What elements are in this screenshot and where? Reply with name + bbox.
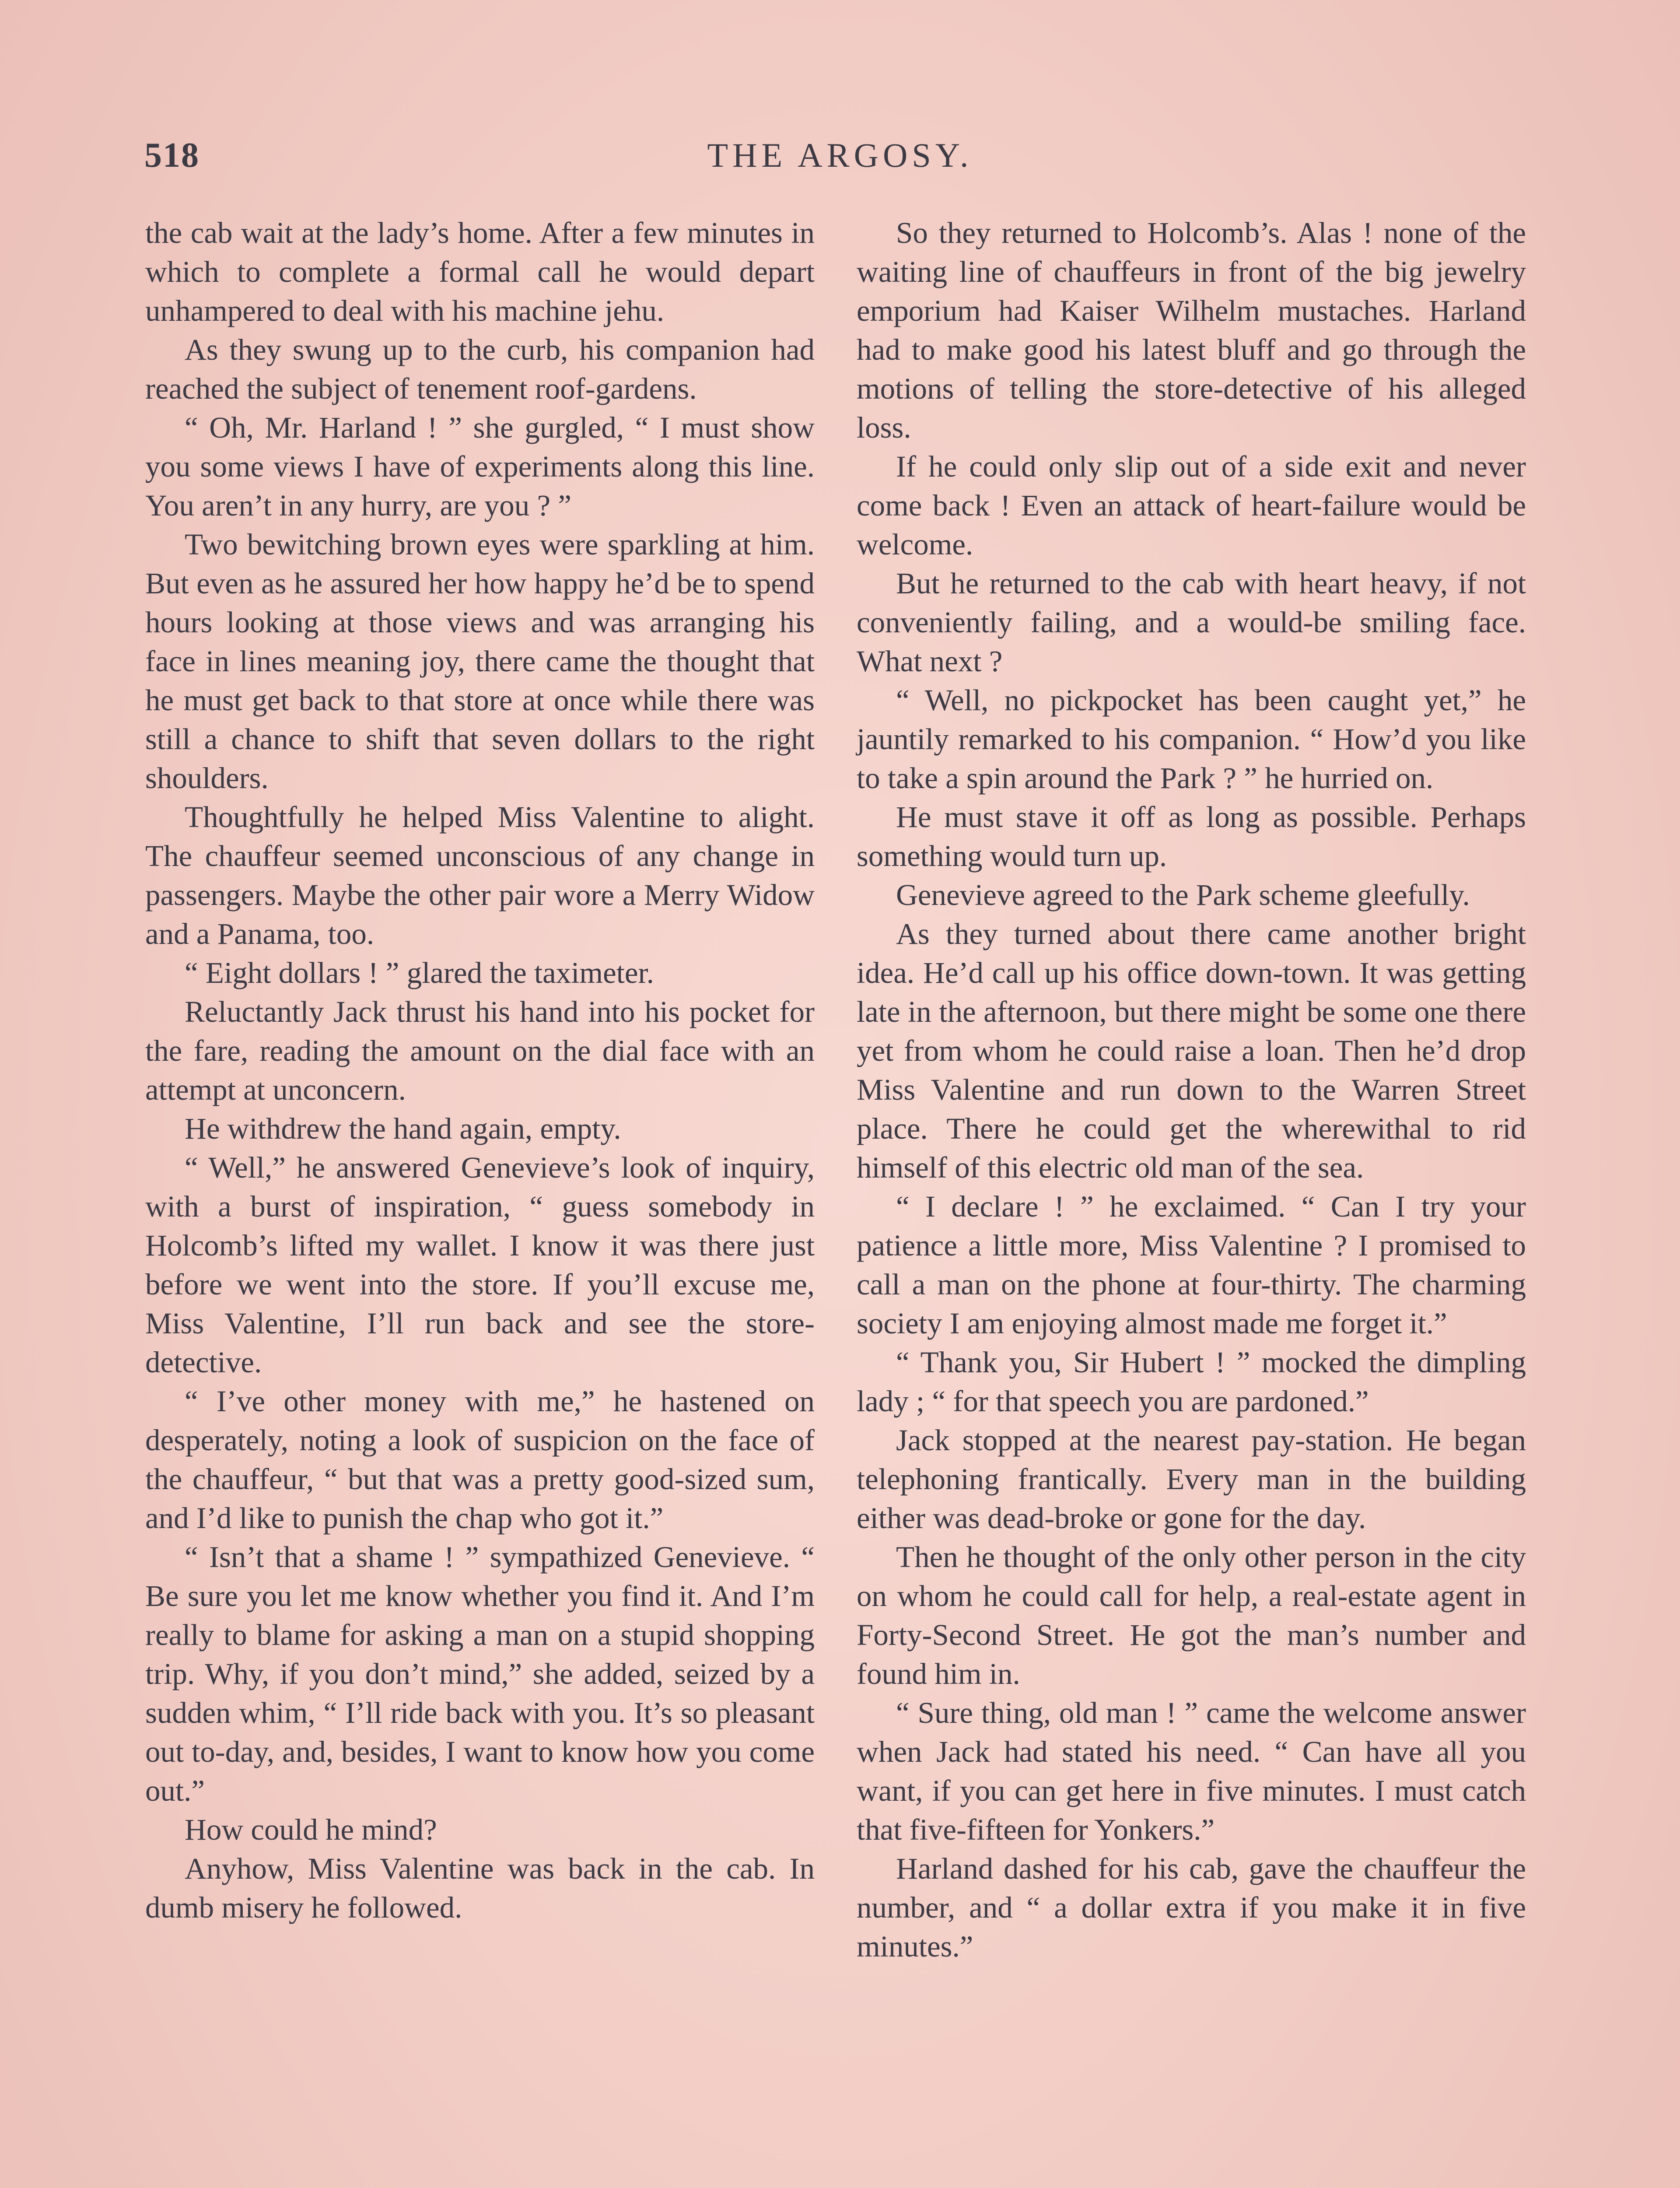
paragraph: “ Well,” he answered Genevieve’s look of inquiry, with a burst of inspiration, “ guess somebody in Holcomb’s lifted my wallet. I know it was there just before we went into the store. If you’ll excuse me, Miss Valentine, I’ll run back and see the store-detective. bbox=[145, 1151, 815, 1379]
paragraph: “ Sure thing, old man ! ” came the welcome answer when Jack had stated his need. “ Can have all you want, if you can get here in five minutes. I must catch that five-fifteen for Yonkers.” bbox=[857, 1696, 1526, 1846]
paragraph: “ Thank you, Sir Hubert ! ” mocked the dimpling lady ; “ for that speech you are pardoned.” bbox=[857, 1346, 1526, 1418]
paragraph: Thoughtfully he helped Miss Valentine to alight. The chauffeur seemed unconscious of any change in passengers. Maybe the other pair wore a Merry Widow and a Panama, too. bbox=[145, 800, 815, 950]
paragraph: “ Well, no pickpocket has been caught yet,” he jauntily remarked to his companion. “ How’d you like to take a spin around the Park ? ” he hurried on. bbox=[857, 684, 1526, 795]
paragraph: Two bewitching brown eyes were sparkling at him. But even as he assured her how happy he’d be to spend hours looking at those views and was arranging his face in lines meaning joy, there came the thought that he must get back to that store at once while there was still a chance to shift that seven dollars to the right shoulders. bbox=[145, 528, 815, 795]
paragraph: He withdrew the hand again, empty. bbox=[185, 1112, 621, 1145]
paragraph: Anyhow, Miss Valentine was back in the cab. In dumb misery he followed. bbox=[145, 1852, 815, 1924]
paragraph: If he could only slip out of a side exit and never come back ! Even an attack of heart-failure would be welcome. bbox=[857, 450, 1526, 561]
page-number: 518 bbox=[144, 136, 200, 175]
journal-title: THE ARGOSY. bbox=[707, 136, 973, 174]
paragraph: “ Isn’t that a shame ! ” sympathized Genevieve. “ Be sure you let me know whether you find it. And I’m really to blame for asking a man on a stupid shopping trip. Why, if you don’t mind,” she added, seized by a sudden whim, “ I’ll ride back with you. It’s so pleasant out to-day, and, besides, I want to know how you come out.” bbox=[145, 1540, 815, 1807]
paragraph: the cab wait at the lady’s home. After a few minutes in which to complete a formal call he would depart unhampered to deal with his machine jehu. bbox=[145, 216, 815, 327]
paragraph: But he returned to the cab with heart heavy, if not conveniently failing, and a would-be smiling face. What next ? bbox=[857, 567, 1526, 678]
paragraph: Jack stopped at the nearest pay-station. He began telephoning frantically. Every man in the building either was dead-broke or gone for the day. bbox=[857, 1424, 1526, 1535]
paragraph: As they turned about there came another bright idea. He’d call up his office down-town. It was getting late in the afternoon, but there might be some one there yet from whom he could raise a loan. Then he’d drop Miss Valentine and run down to the Warren Street place. There he could get the wherewithal to rid himself of this electric old man of the sea. bbox=[857, 917, 1526, 1184]
right-column bbox=[857, 214, 1526, 1966]
paragraph: “ I declare ! ” he exclaimed. “ Can I try your patience a little more, Miss Valentine ? I promised to call a man on the phone at four-thirty. The charming society I am enjoying almost made me forget it.” bbox=[857, 1190, 1526, 1340]
paragraph: He must stave it off as long as possible. Perhaps something would turn up. bbox=[857, 800, 1526, 873]
paragraph: Genevieve agreed to the Park scheme gleefully. bbox=[896, 878, 1470, 912]
paragraph: So they returned to Holcomb’s. Alas ! none of the waiting line of chauffeurs in front of the big jewelry emporium had Kaiser Wilhelm mustaches. Harland had to make good his latest bluff and go through the motions of telling the store-detective of his alleged loss. bbox=[857, 216, 1526, 444]
paragraph: “ Eight dollars ! ” glared the taximeter. bbox=[185, 956, 654, 989]
paragraph: Harland dashed for his cab, gave the chauffeur the number, and “ a dollar extra if you make it in five minutes.” bbox=[857, 1852, 1526, 1963]
left-column bbox=[145, 214, 815, 1927]
paragraph: Then he thought of the only other person in the city on whom he could call for help, a real-estate agent in Forty-Second Street. He got the man’s number and found him in. bbox=[857, 1540, 1526, 1690]
paragraph: “ I’ve other money with me,” he hastened on desperately, noting a look of suspicion on the face of the chauffeur, “ but that was a pretty good-sized sum, and I’d like to punish the chap who got it.” bbox=[145, 1385, 815, 1535]
paragraph: How could he mind? bbox=[185, 1813, 437, 1846]
running-head bbox=[144, 131, 1536, 184]
paragraph: “ Oh, Mr. Harland ! ” she gurgled, “ I must show you some views I have of experiments along this line. You aren’t in any hurry, are you ? ” bbox=[145, 411, 815, 522]
paragraph: As they swung up to the curb, his companion had reached the subject of tenement roof-gardens. bbox=[145, 333, 815, 405]
paragraph: Reluctantly Jack thrust his hand into his pocket for the fare, reading the amount on the dial face with an attempt at unconcern. bbox=[145, 995, 815, 1106]
